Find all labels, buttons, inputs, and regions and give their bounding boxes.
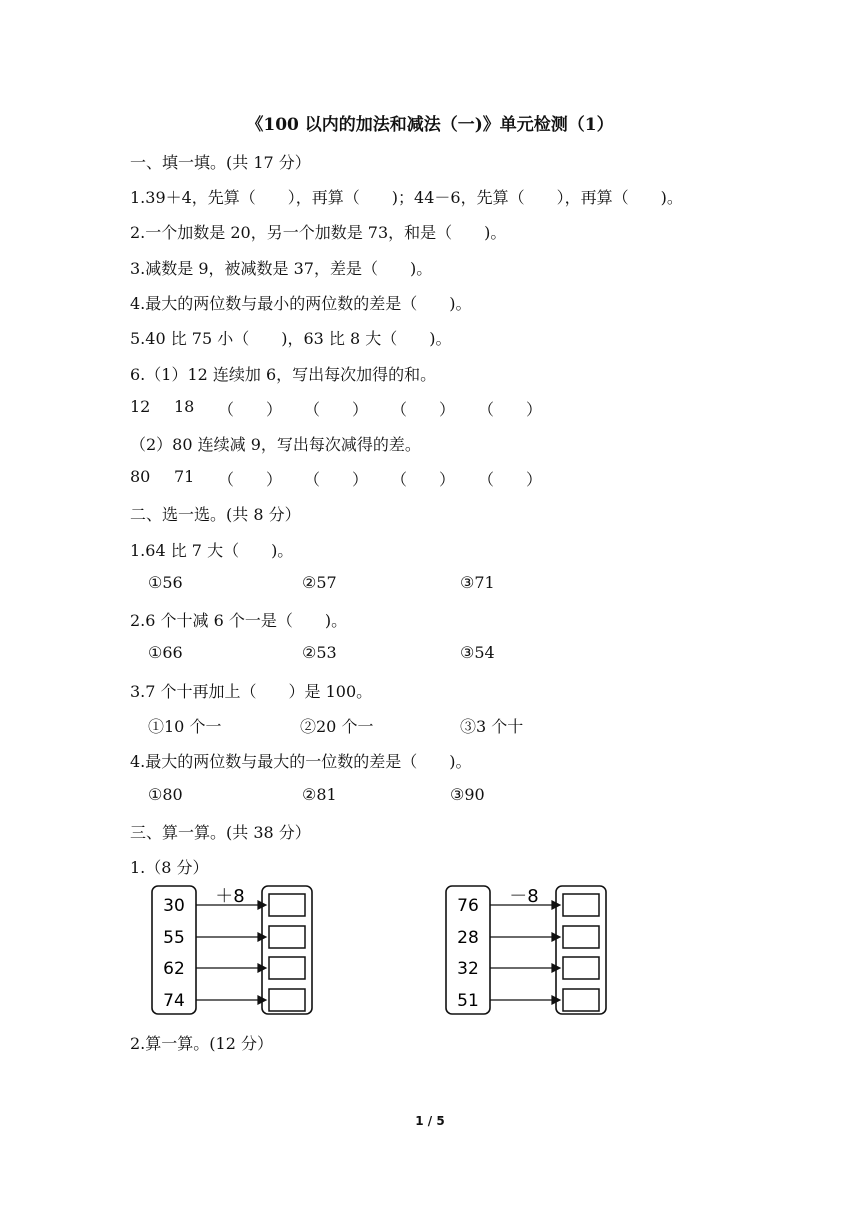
answer-box[interactable] — [563, 894, 599, 916]
question-1-6b: （2）80 连续减 9，写出每次减得的差。 — [130, 435, 421, 454]
answer-box[interactable] — [563, 957, 599, 979]
question-3-1: 1.（8 分） — [130, 858, 209, 877]
section-3-heading: 三、算一算。(共 38 分） — [130, 823, 311, 842]
section-2-heading: 二、选一选。(共 8 分） — [130, 505, 301, 524]
sequence-item: 80 — [130, 467, 151, 486]
arrows — [490, 901, 560, 1004]
option: ①66 — [148, 643, 183, 662]
sequence-blank: （ ） — [391, 400, 456, 419]
page-number: 1 / 5 — [415, 1114, 445, 1128]
option: ②57 — [302, 573, 337, 592]
question-2-3: 3.7 个十再加上（ ）是 100。 — [130, 682, 373, 701]
input-number: 51 — [457, 991, 479, 1011]
sequence-blank: （ ） — [218, 400, 283, 419]
answer-box[interactable] — [269, 926, 305, 948]
question-1-3: 3.减数是 9，被减数是 37，差是（ )。 — [130, 259, 433, 278]
question-2-2: 2.6 个十减 6 个一是（ )。 — [130, 611, 348, 630]
question-3-2: 2.算一算。(12 分） — [130, 1034, 273, 1053]
option: ③71 — [460, 573, 495, 592]
sequence-blank: （ ） — [391, 470, 456, 489]
option: ③3 个十 — [460, 717, 524, 736]
input-number: 30 — [163, 896, 185, 916]
add-diagram-svg — [150, 880, 320, 1020]
option: ②53 — [302, 643, 337, 662]
page-title: 《100 以内的加法和减法（一)》单元检测（1） — [246, 115, 614, 135]
answer-box[interactable] — [269, 894, 305, 916]
question-1-6a: 6.（1）12 连续加 6，写出每次加得的和。 — [130, 365, 437, 384]
subtract-diagram — [444, 880, 614, 1024]
subtract-diagram-svg — [444, 880, 614, 1020]
input-number: 76 — [457, 896, 479, 916]
section-1-heading: 一、填一填。(共 17 分） — [130, 153, 311, 172]
question-2-4: 4.最大的两位数与最大的一位数的差是（ )。 — [130, 752, 472, 771]
input-number: 74 — [163, 991, 185, 1011]
sequence-blank: （ ） — [478, 400, 543, 419]
answer-box[interactable] — [269, 957, 305, 979]
sequence-item: 12 — [130, 397, 151, 416]
question-1-2: 2.一个加数是 20，另一个加数是 73，和是（ )。 — [130, 223, 507, 242]
sequence-item: 71 — [174, 467, 195, 486]
option: ①56 — [148, 573, 183, 592]
answer-box[interactable] — [563, 926, 599, 948]
question-1-1: 1.39＋4，先算（ ），再算（ )；44－6，先算（ ），再算（ )。 — [130, 188, 683, 207]
sequence-blank: （ ） — [218, 470, 283, 489]
add-diagram — [150, 880, 320, 1024]
input-number: 62 — [163, 959, 185, 979]
option: ①10 个一 — [148, 717, 222, 736]
answer-box[interactable] — [563, 989, 599, 1011]
option: ①80 — [148, 785, 183, 804]
question-1-5: 5.40 比 75 小（ )，63 比 8 大（ )。 — [130, 329, 452, 348]
input-number: 55 — [163, 928, 185, 948]
sequence-blank: （ ） — [304, 470, 369, 489]
option: ②20 个一 — [300, 717, 374, 736]
option: ③90 — [450, 785, 485, 804]
option: ③54 — [460, 643, 495, 662]
sequence-blank: （ ） — [304, 400, 369, 419]
operator-label: ＋8 — [215, 886, 245, 907]
input-number: 28 — [457, 928, 479, 948]
question-1-4: 4.最大的两位数与最小的两位数的差是（ )。 — [130, 294, 472, 313]
answer-box[interactable] — [269, 989, 305, 1011]
option: ②81 — [302, 785, 337, 804]
sequence-item: 18 — [174, 397, 195, 416]
input-number: 32 — [457, 959, 479, 979]
sequence-blank: （ ） — [478, 470, 543, 489]
operator-label: －8 — [509, 886, 539, 907]
question-2-1: 1.64 比 7 大（ )。 — [130, 541, 294, 560]
arrows — [196, 901, 266, 1004]
